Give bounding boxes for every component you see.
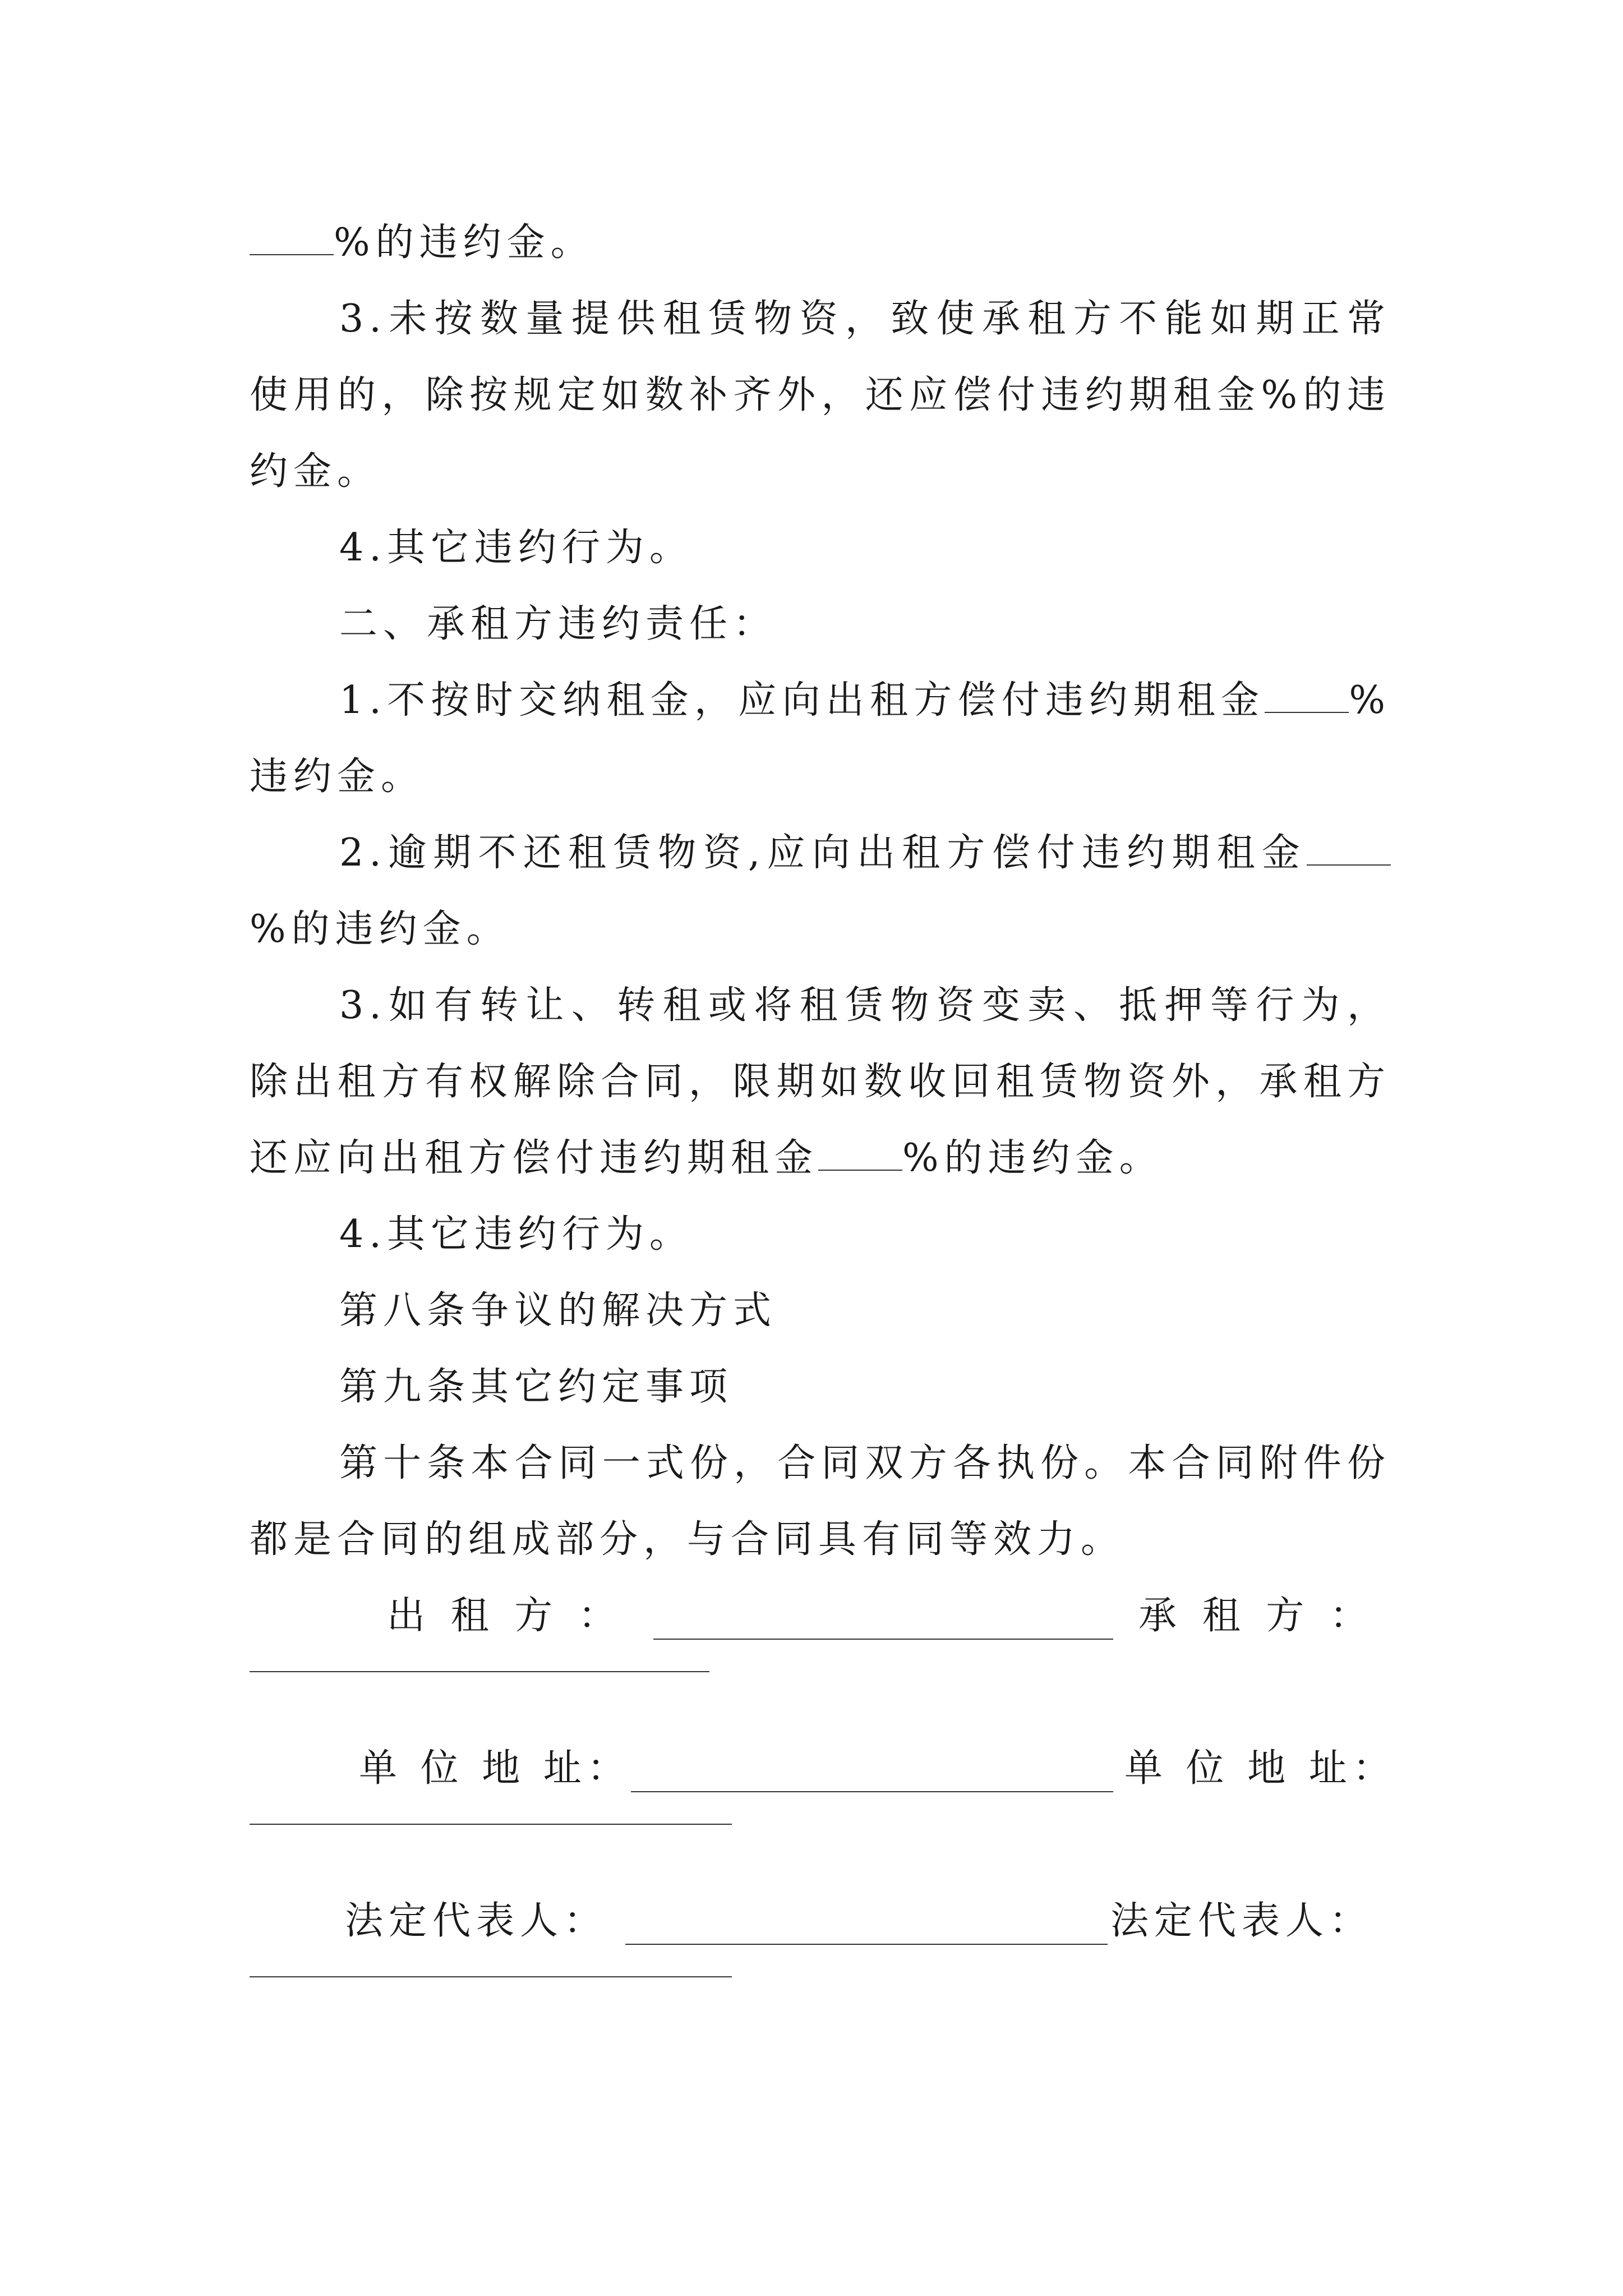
- address-label-right: 单 位 地 址：: [1124, 1746, 1396, 1791]
- paragraph-penalty-percent: %的违约金。: [250, 205, 1391, 281]
- address-line-right-row: [250, 1807, 1391, 1883]
- paragraph-clause-2-overdue: 2.逾期不还租赁物资,应向出租方偿付违约期租金%的违约金。: [250, 815, 1391, 968]
- signature-row-parties: [250, 1578, 1391, 1654]
- rep-line-left: [625, 1944, 1108, 1945]
- lessor-label: 出 租 方 ：: [387, 1594, 623, 1638]
- rep-line-right: [250, 1976, 732, 1977]
- section-heading-lessee-liability: 二、承租方违约责任：: [339, 602, 777, 646]
- paragraph-clause-3-quantity: 3.未按数量提供租赁物资，致使承租方不能如期正常使用的，除按规定如数补齐外，还应偿付违约期租金%的违约金。: [250, 297, 1391, 494]
- paragraph-clause-3-transfer: 3.如有转让、转租或将租赁物资变卖、抵押等行为，除出租方有权解除合同，限期如数收回租赁物资外，承租方还应向出租方偿付违约期租金 %的违约金。: [250, 983, 1391, 1180]
- lessee-signature-line: [250, 1671, 709, 1672]
- article-9-heading: 第九条其它约定事项: [339, 1365, 734, 1409]
- rep-label-left: 法定代表人：: [345, 1899, 608, 1943]
- address-label-left: 单 位 地 址：: [359, 1746, 631, 1791]
- paragraph-clause-1-rent: 1.不按时交纳租金，应向出租方偿付违约期租金 %违约金。: [250, 678, 1391, 799]
- blank-line: [1265, 677, 1349, 713]
- rep-line-right-row: [250, 1959, 1391, 2036]
- signature-row-representative: [250, 1883, 1391, 1959]
- contract-body: [250, 205, 1396, 2036]
- lessee-signature-line-row: [250, 1654, 1391, 1731]
- paragraph-clause-4-other-2: 4.其它违约行为。: [339, 1212, 693, 1257]
- address-line-right: [250, 1824, 732, 1825]
- blank-line: [1307, 830, 1391, 866]
- article-8-heading: 第八条争议的解决方式: [339, 1289, 777, 1333]
- lessor-signature-line: [653, 1639, 1113, 1640]
- address-line-left: [631, 1791, 1113, 1792]
- lessee-label: 承 租 方 ：: [1138, 1594, 1375, 1638]
- rep-label-right: 法定代表人：: [1110, 1899, 1373, 1943]
- blank-line: [818, 1135, 902, 1171]
- paragraph-clause-4-other: 4.其它违约行为。: [339, 526, 693, 570]
- article-10-paragraph: 第十条本合同一式份，合同双方各执份。本合同附件份都是合同的组成部分，与合同具有同等效力。: [250, 1441, 1391, 1562]
- blank-line: [250, 219, 334, 255]
- signature-row-address: [250, 1731, 1396, 1807]
